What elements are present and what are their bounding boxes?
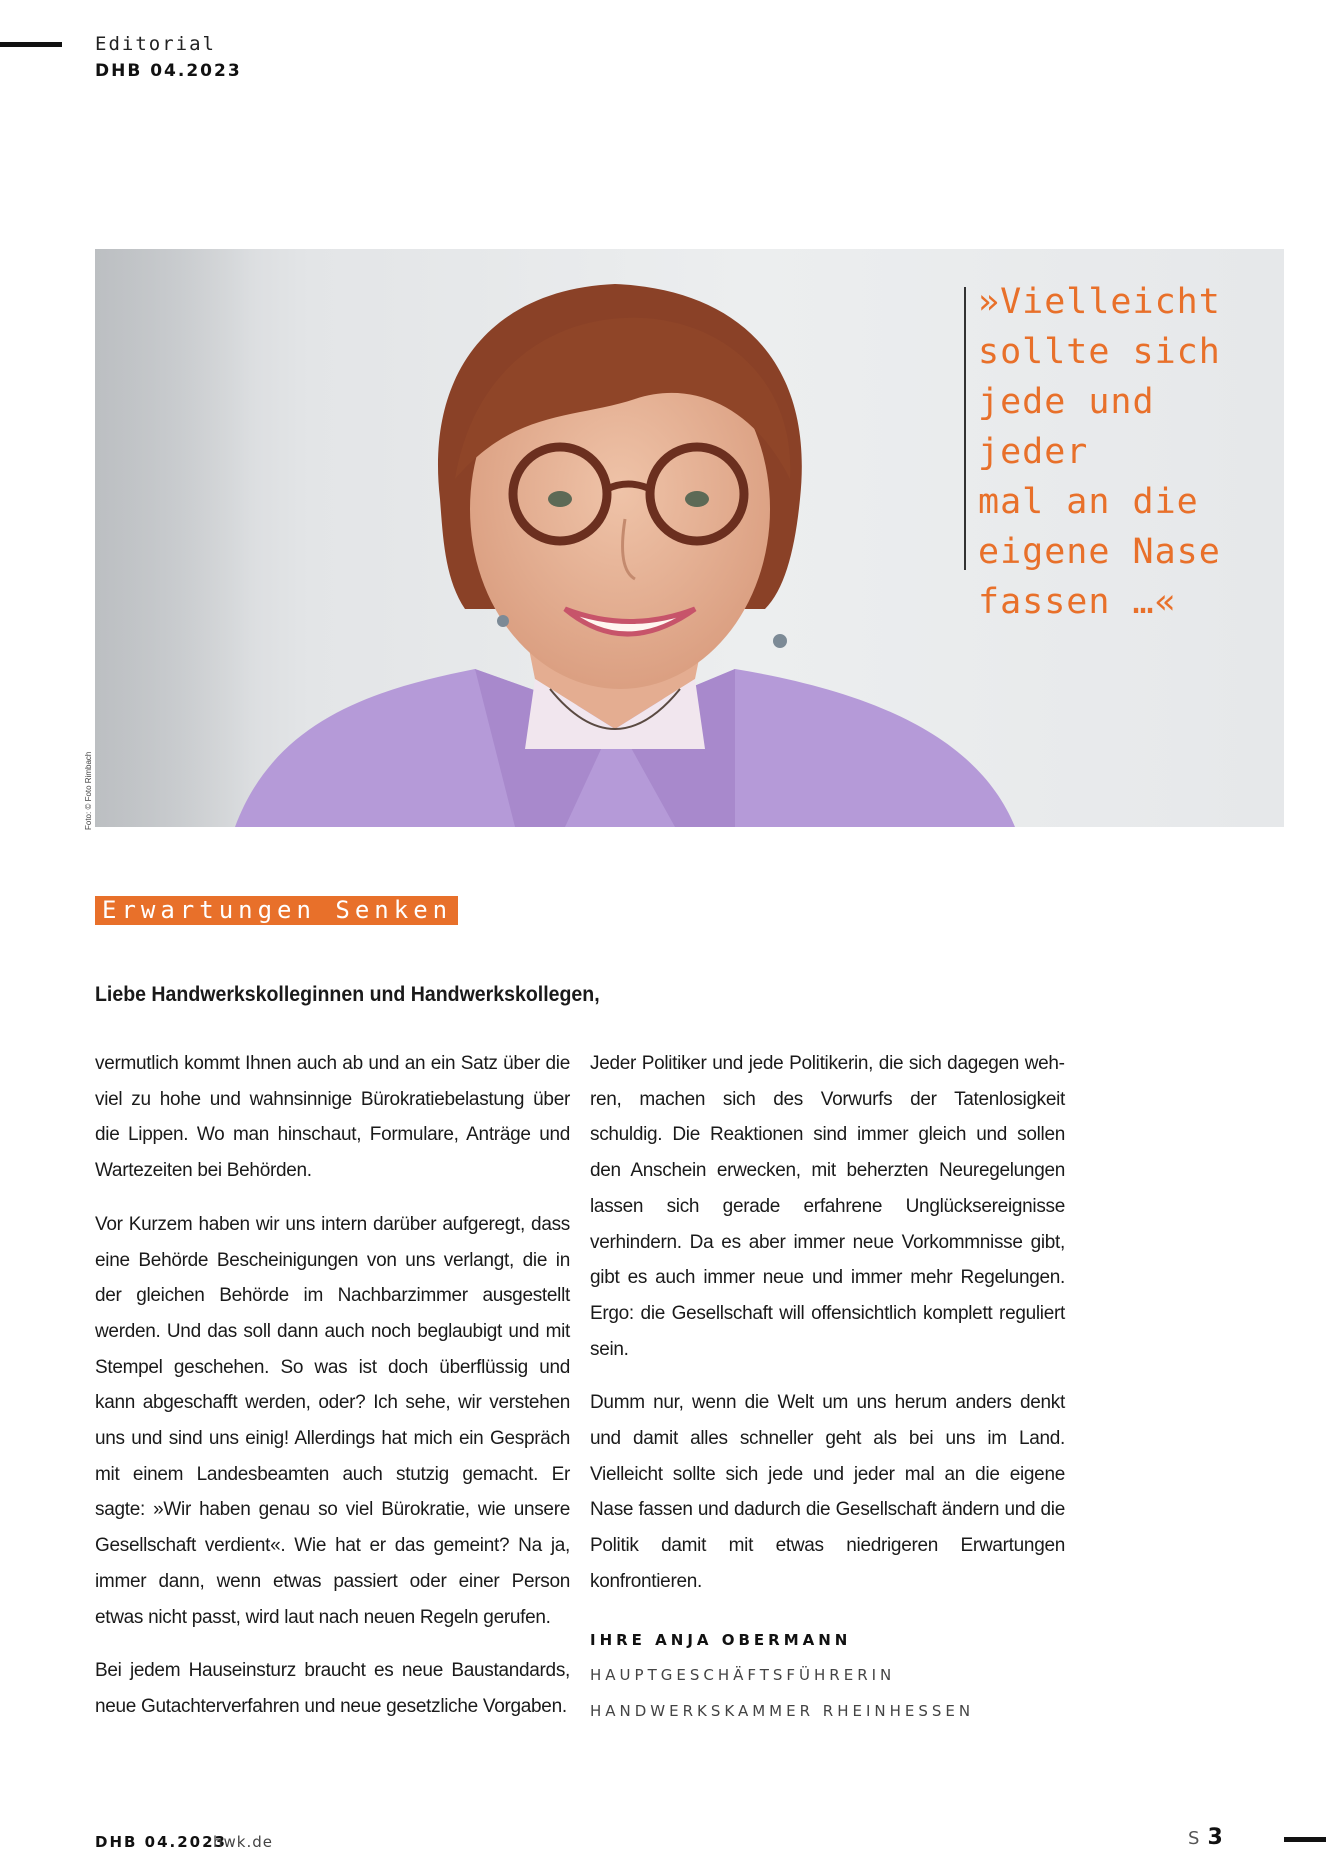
paragraph: Dumm nur, wenn die Welt um uns herum anders denkt und damit alles schneller geht als bei uns im Land. Vielleicht sollte sich jede und jeder mal an die eigene Nase fassen und dadurch die Gesellschaft ändern und die Politik damit mit etwas niedrigeren Erwartungen konfrontieren. <box>590 1392 1065 1592</box>
salutation: Liebe Handwerkskolleginnen und Handwerkskollegen, <box>95 983 600 1006</box>
quote-line: fassen …« <box>978 582 1177 622</box>
quote-line: eigene Nase <box>978 532 1221 572</box>
footer-issue: DHB 04.2023 <box>95 1833 227 1851</box>
quote-line: mal an die <box>978 482 1199 522</box>
section-label: Editorial <box>95 33 216 55</box>
page-number-value: 3 <box>1207 1825 1223 1850</box>
top-left-rule <box>0 42 62 47</box>
article-kicker: Erwartungen Senken <box>95 896 458 925</box>
pull-quote <box>978 277 1283 627</box>
signature-organization: HANDWERKSKAMMER RHEINHESSEN <box>590 1702 975 1720</box>
paragraph: Bei jedem Hauseinsturz braucht es neue Baustandards, neue Gutachterverfahren und neue gesetzliche Vorgaben. <box>95 1660 570 1717</box>
quote-line: »Vielleicht <box>978 282 1221 322</box>
bottom-right-rule <box>1284 1837 1326 1842</box>
photo-credit: Foto: © Foto Rimbach <box>84 751 93 830</box>
signature-name: IHRE ANJA OBERMANN <box>590 1631 852 1649</box>
quote-divider <box>964 287 966 570</box>
page-prefix: S <box>1188 1828 1200 1849</box>
paragraph: vermutlich kommt Ihnen auch ab und an ein Satz über die viel zu hohe und wahnsinnige Bürokratiebelastung über die Lippen. Wo man hinschaut, Formulare, Anträge und Wartezeiten bei Behörden. <box>95 1053 570 1182</box>
issue-label: DHB 04.2023 <box>95 61 242 81</box>
page-number <box>1188 1825 1223 1850</box>
text-column-right <box>590 1046 1065 1618</box>
quote-line: sollte sich <box>978 332 1221 372</box>
footer-website: hwk.de <box>213 1833 273 1851</box>
paragraph: Vor Kurzem haben wir uns intern darüber aufgeregt, dass eine Behörde Bescheinigungen von uns verlangt, die in der gleichen Behörde im Nachbarzimmer ausgestellt werden. Und das soll dann auch noch beglaubigt und mit Stempel geschehen. So was ist doch überflüssig und kann abgeschafft werden, oder? Ich sehe, wir verstehen uns und sind uns einig! Allerdings hat mich ein Gespräch mit einem Landesbeamten auch stutzig gemacht. Er sagte: »Wir haben genau so viel Bürokratie, wie unsere Gesellschaft verdient«. Wie hat er das gemeint? Na ja, immer dann, wenn etwas passiert oder einer Person etwas nicht passt, wird laut nach neuen Regeln gerufen. <box>95 1213 570 1628</box>
text-column-left <box>95 1046 570 1743</box>
quote-line: jede und jeder <box>978 382 1155 472</box>
signature-role: HAUPTGESCHÄFTSFÜHRERIN <box>590 1666 896 1684</box>
paragraph: Jeder Politiker und jede Politikerin, die sich dagegen wehren, machen sich des Vorwurfs der Tatenlosigkeit schuldig. Die Reaktionen sind immer gleich und sollen den Anschein erwecken, mit beherzten Neuregelungen lassen sich gerade erfahrene Unglücksereignisse verhindern. Da es aber immer neue Vorkommnisse gibt, gibt es auch immer neue und immer mehr Regelungen. Ergo: die Gesellschaft will offensichtlich komplett reguliert sein. <box>590 1053 1065 1360</box>
